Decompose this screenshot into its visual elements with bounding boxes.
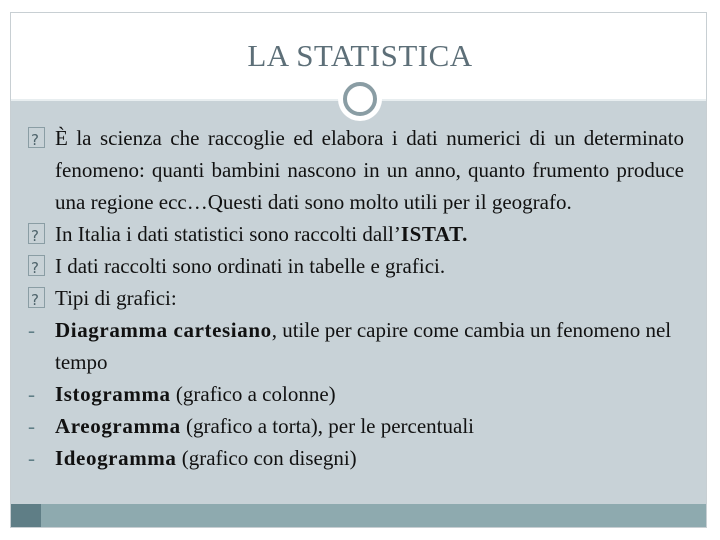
sub-bullet-ideogramma (28, 442, 684, 474)
bullet-marker-icon (28, 122, 52, 154)
bullet-text: , utile per capire come cambia un fenomeno nel tempo (55, 318, 672, 374)
dash-marker: - (28, 382, 35, 406)
bullet-tipi (28, 282, 684, 314)
bullet-text: È la scienza che raccoglie ed elabora i dati numerici di un determinato fenomeno: quanti bambini nascono in un anno, quanto frumento produce una regione ecc…Questi dati sono molto utili per il geografo. (55, 126, 684, 214)
bullet-bold-text: ISTAT. (400, 222, 469, 246)
bullet-marker-icon (28, 218, 52, 250)
bullet-definition (28, 122, 684, 218)
sub-bullet-istogramma (28, 378, 684, 410)
bullet-text: (grafico a torta), per le percentuali (180, 414, 475, 438)
bullet-text: (grafico con disegni) (176, 446, 357, 470)
bullet-text: Tipi di grafici: (55, 286, 177, 310)
bullet-text: (grafico a colonne) (170, 382, 336, 406)
bullet-text: In Italia i dati statistici sono raccolti dall’ (55, 222, 401, 246)
slide-title: LA STATISTICA (247, 38, 473, 73)
footer-accent (11, 504, 41, 527)
sub-bullet-cartesiano (28, 314, 684, 378)
bullet-marker-icon (28, 250, 52, 282)
bullet-ordinati (28, 250, 684, 282)
bullet-text: I dati raccolti sono ordinati in tabelle e grafici. (55, 254, 446, 278)
bullet-marker-icon (28, 282, 52, 314)
sub-bullet-areogramma (28, 410, 684, 442)
dash-marker: - (28, 446, 35, 470)
bullet-bold-text: Areogramma (55, 414, 181, 438)
dash-marker: - (28, 318, 35, 342)
decorative-ring-icon (338, 77, 382, 121)
bullet-bold-text: Ideogramma (55, 446, 177, 470)
footer-bar (11, 504, 706, 527)
bullet-istat (28, 218, 684, 250)
bullet-bold-text: Diagramma cartesiano (55, 318, 272, 342)
dash-marker: - (28, 414, 35, 438)
slide-body (28, 122, 684, 474)
bullet-bold-text: Istogramma (55, 382, 171, 406)
